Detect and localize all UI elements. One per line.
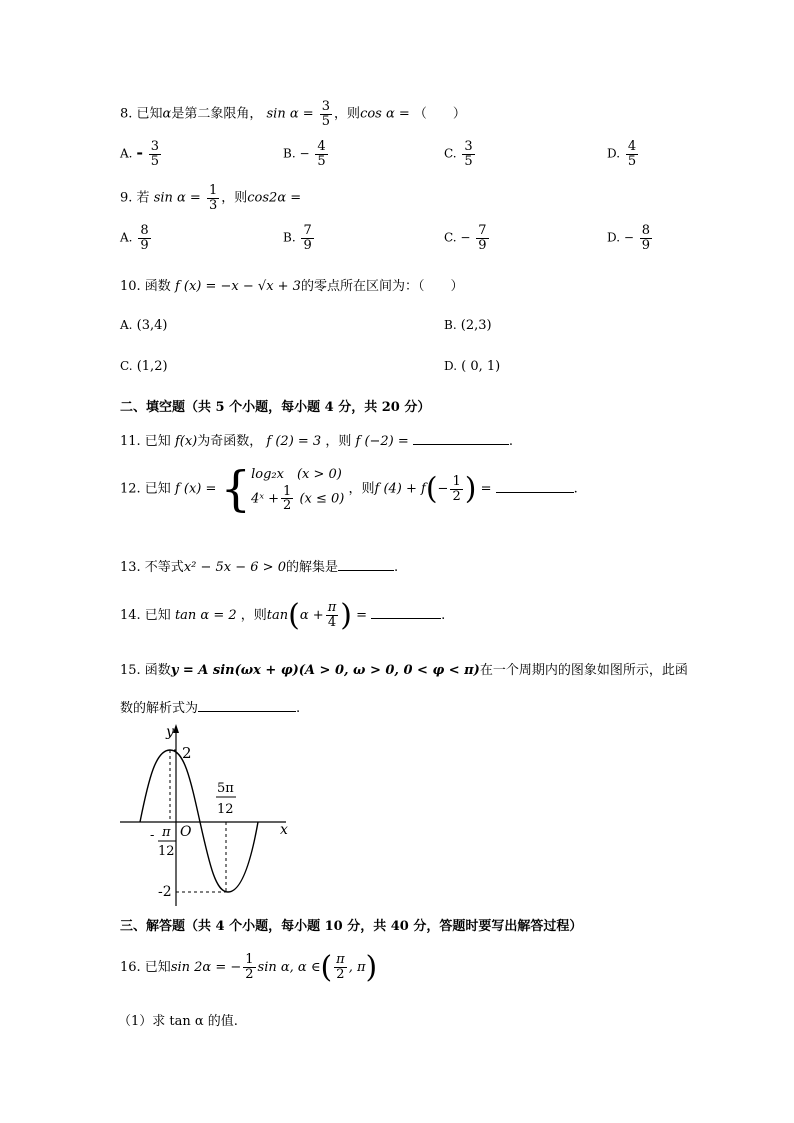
q8-text-a: 8. 已知	[120, 106, 163, 122]
q12-ask-fraction	[450, 475, 462, 503]
option-sign: −	[623, 230, 634, 245]
q15-end: .	[296, 701, 301, 716]
q12-text-b: ，则	[348, 481, 375, 497]
y-axis-label: y	[166, 724, 174, 740]
left-tick-numerator: π	[162, 825, 171, 840]
option-label: B.	[283, 230, 296, 245]
q16-part1: （1）求 tan α 的值.	[118, 1014, 238, 1029]
q11-text-c: ，则	[325, 434, 352, 449]
fraction-denominator: 2	[283, 498, 292, 514]
q12-case-2-a: 4ˣ +	[251, 491, 280, 507]
left-tick-denominator: 12	[158, 844, 175, 859]
q12-case-2	[251, 485, 344, 513]
q10-option-b[interactable]	[444, 318, 492, 333]
q15-stem	[120, 659, 688, 678]
option-label: C.	[444, 146, 457, 161]
sine-curve	[140, 750, 258, 892]
option-fraction	[315, 140, 327, 168]
fraction-numerator: 8	[140, 223, 149, 238]
option-sign: −	[299, 146, 310, 161]
fraction-denominator: 5	[150, 153, 160, 169]
fraction-numerator: 1	[452, 473, 461, 489]
option-fraction	[462, 140, 474, 168]
option-sign: -	[136, 142, 143, 162]
fraction-denominator: 5	[321, 113, 331, 129]
q16-expr-b: sin α, α ∈	[257, 960, 321, 975]
q12-right-paren: )	[464, 471, 477, 507]
option-label: C.	[444, 230, 457, 245]
q16-left-paren: (	[320, 950, 333, 985]
q14-text-b: ，则	[240, 608, 267, 623]
q8-answer-paren: （ ）	[413, 106, 466, 122]
option-label: B.	[283, 146, 296, 161]
q8-option-b[interactable]	[283, 140, 330, 168]
option-value: ( 0, 1)	[461, 359, 501, 374]
q10-option-c[interactable]	[120, 359, 168, 374]
q11-fx: f(x)	[174, 434, 198, 449]
option-label: D.	[607, 146, 621, 161]
q8-alpha: α	[162, 106, 172, 122]
option-label: D.	[607, 230, 621, 245]
fraction-numerator: 3	[321, 99, 331, 114]
q16-expr-a: sin 2α = −	[170, 960, 242, 975]
q13-inequality: x² − 5x − 6 > 0	[183, 560, 286, 575]
fraction-numerator: 7	[478, 223, 487, 238]
q8-text-c: ，则	[334, 106, 361, 122]
q10-text-b: 的零点所在区间为：（ ）	[300, 279, 464, 294]
q8-text-b: 是第二象限角，	[171, 106, 263, 122]
q12-fx: f (x) =	[174, 481, 217, 497]
q8-sin-fraction	[320, 100, 332, 128]
q15-text-c: 数的解析式为	[120, 701, 199, 716]
q13-text-a: 13. 不等式	[120, 560, 184, 575]
q14-tan: tan	[266, 608, 289, 623]
option-label: A.	[120, 230, 133, 245]
q13-stem	[120, 556, 398, 575]
q14-fraction	[326, 601, 339, 629]
q15-text-a: 15. 函数	[120, 663, 171, 678]
fraction-denominator: 3	[208, 197, 218, 213]
option-fraction	[301, 224, 313, 252]
fraction-denominator: 5	[317, 153, 326, 169]
q8-option-a[interactable]	[120, 140, 163, 168]
q9-option-a[interactable]	[120, 224, 153, 252]
q10-option-d[interactable]	[444, 359, 500, 374]
fraction-numerator: 7	[303, 223, 312, 238]
q8-option-c[interactable]	[444, 140, 477, 168]
q9-text-b: ，则	[221, 190, 248, 206]
option-fraction	[626, 140, 638, 168]
q9-sin: sin α =	[153, 190, 201, 206]
option-fraction	[640, 224, 652, 252]
fraction-denominator: 5	[627, 153, 637, 169]
option-label: B.	[444, 318, 457, 332]
fraction-denominator: 9	[478, 237, 487, 253]
right-tick-denominator: 12	[217, 802, 234, 817]
q14-equals: =	[356, 608, 367, 623]
fraction-denominator: 4	[327, 615, 337, 630]
q11-stem	[120, 430, 513, 449]
x-axis-label: x	[280, 822, 288, 838]
q16-interval-fraction	[334, 953, 347, 981]
q12-left-brace: {	[220, 461, 252, 517]
option-value: (3,4)	[136, 318, 168, 333]
q12-text-a: 12. 已知	[120, 481, 171, 497]
fraction-numerator: 1	[283, 483, 292, 499]
q12-left-paren: (	[425, 471, 438, 507]
q13-text-b: 的解集是	[285, 560, 338, 575]
q16-interval-end: , π	[348, 960, 366, 975]
fraction-denominator: 9	[140, 237, 149, 253]
option-fraction	[476, 224, 488, 252]
q12-cases	[251, 465, 344, 513]
q9-fraction	[207, 184, 219, 212]
q9-option-b[interactable]	[283, 224, 316, 252]
q9-option-d[interactable]	[607, 224, 654, 252]
q10-stem	[120, 275, 463, 294]
fraction-denominator: 2	[336, 967, 345, 982]
option-label: A.	[120, 318, 133, 332]
q15-text-b: 在一个周期内的图象如图所示，此函	[479, 663, 688, 678]
q9-text-a: 9. 若	[120, 190, 150, 206]
fraction-numerator: π	[327, 600, 337, 616]
q10-text-a: 10. 函数	[120, 279, 171, 294]
fraction-numerator: 4	[627, 139, 637, 154]
q12-answer-blank[interactable]	[496, 492, 574, 493]
q14-text-a: 14. 已知	[120, 608, 171, 623]
q12-end: .	[573, 481, 578, 497]
q12-case-1: log₂x (x > 0)	[251, 467, 342, 483]
option-fraction	[149, 140, 161, 168]
q12-equals: =	[480, 481, 492, 497]
q14-answer-blank[interactable]	[371, 618, 441, 619]
section-solutions-heading: 三、解答题（共 4 个小题，每小题 10 分，共 40 分，答题时要写出解答过程）	[120, 919, 583, 934]
max-label: 2	[182, 744, 192, 762]
right-tick-numerator: 5π	[217, 781, 234, 796]
fraction-denominator: 2	[452, 488, 461, 504]
option-value: (2,3)	[460, 318, 492, 333]
q11-given: f (2) = 3	[266, 434, 322, 449]
q8-stem	[120, 100, 466, 128]
q14-stem	[120, 598, 445, 633]
option-label: C.	[120, 359, 133, 373]
option-label: A.	[120, 146, 133, 161]
fraction-numerator: π	[336, 952, 345, 968]
q14-left-paren: (	[288, 598, 300, 633]
q15-sine-graph	[118, 722, 298, 908]
origin-label: O	[180, 824, 192, 840]
q13-answer-blank[interactable]	[338, 570, 394, 571]
q12-case-2-b: (x ≤ 0)	[299, 491, 345, 507]
q11-text-a: 11. 已知	[120, 434, 171, 449]
q12-ask: f (4) + f	[374, 481, 426, 497]
fraction-denominator: 5	[464, 153, 473, 169]
q9-option-c[interactable]	[444, 224, 491, 252]
fraction-numerator: 8	[641, 223, 651, 238]
q16-text-a: 16. 已知	[120, 960, 171, 975]
q11-ask: f (−2) =	[355, 434, 409, 449]
q11-end: .	[508, 434, 514, 449]
q12-minus: −	[437, 481, 449, 497]
fraction-numerator: 1	[208, 183, 218, 198]
q15-stem-line2	[120, 697, 300, 716]
q10-function: f (x) = −x − √x + 3	[174, 279, 301, 294]
fraction-denominator: 2	[245, 967, 254, 982]
min-label: -2	[158, 884, 172, 900]
fraction-numerator: 1	[245, 952, 254, 968]
fraction-numerator: 3	[464, 139, 473, 154]
fraction-denominator: 9	[641, 237, 651, 253]
section-fill-in-heading: 二、填空题（共 5 个小题，每小题 4 分，共 20 分）	[120, 400, 431, 415]
q9-expr: cos2α =	[247, 190, 302, 206]
q8-sin: sin α =	[266, 106, 314, 122]
q13-end: .	[394, 560, 399, 575]
q14-right-paren: )	[340, 598, 352, 633]
q15-function: y = A sin(ωx + φ)(A > 0, ω > 0, 0 < φ < π)	[170, 663, 480, 678]
fraction-denominator: 9	[303, 237, 312, 253]
left-tick-sign: -	[150, 828, 155, 843]
q12-case-2-fraction	[281, 485, 293, 513]
fraction-numerator: 3	[150, 139, 160, 154]
q8-option-d[interactable]	[607, 140, 640, 168]
q11-text-b: 为奇函数，	[197, 434, 263, 449]
q10-option-a[interactable]	[120, 318, 167, 333]
q16-fraction	[243, 953, 255, 981]
q9-stem	[120, 184, 301, 212]
q14-given: tan α = 2	[174, 608, 237, 623]
q14-alpha-plus: α +	[299, 608, 324, 623]
q16-stem	[120, 950, 377, 985]
q14-end: .	[441, 608, 446, 623]
q11-answer-blank[interactable]	[413, 444, 509, 445]
option-fraction	[138, 224, 150, 252]
q15-answer-blank[interactable]	[198, 711, 296, 712]
q12-stem	[120, 461, 578, 517]
option-label: D.	[444, 359, 458, 373]
option-sign: −	[460, 230, 471, 245]
fraction-numerator: 4	[317, 139, 326, 154]
option-value: (1,2)	[136, 359, 168, 374]
q16-right-paren: )	[365, 950, 378, 985]
q8-cos: cos α =	[360, 106, 410, 122]
